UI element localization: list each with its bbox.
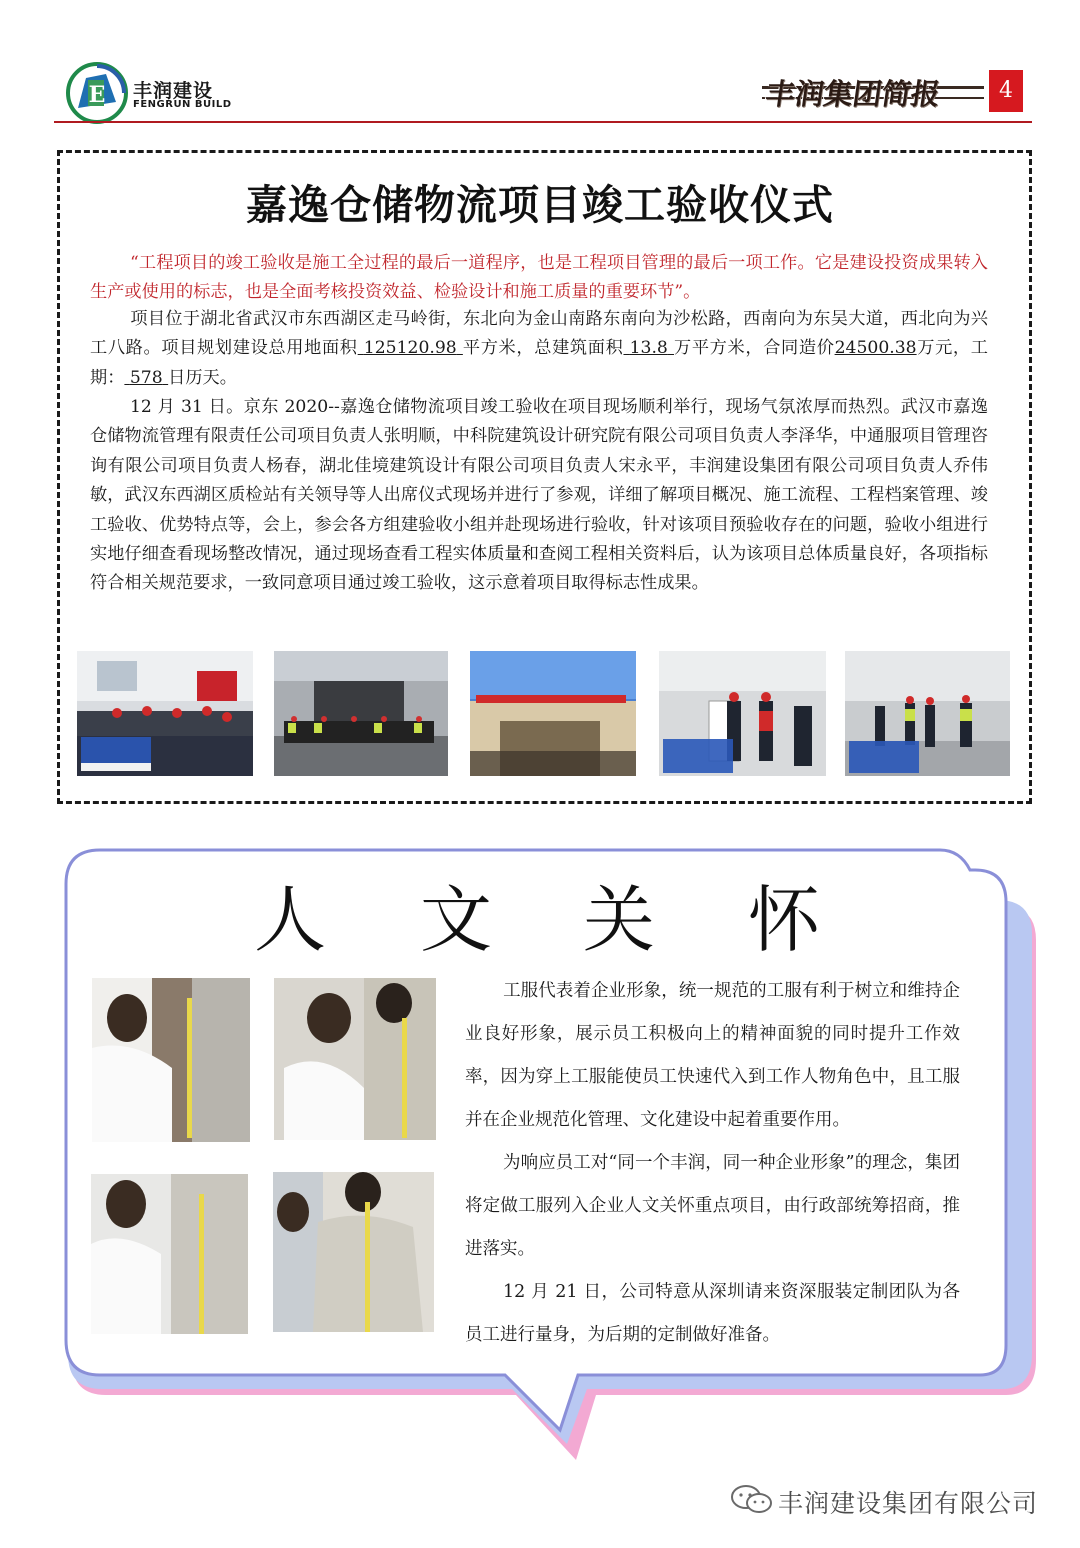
acceptance-section-title: 嘉逸仓储物流项目竣工验收仪式 (246, 181, 834, 229)
acceptance-quote: “工程项目的竣工验收是施工全过程的最后一道程序，也是工程项目管理的最后一项工作。它是建设投资成果转入生产或使用的标志，也是全面考核投资效益、检验设计和施工质量的重要环节”。 (90, 253, 988, 303)
logo-name: 丰润建设 (133, 80, 214, 102)
project-info-paragraph: 项目位于湖北省武汉市东西湖区走马岭街，东北向为金山南路东南向为沙松路，西南向为东吴大道，西北向为兴工八路。项目规划建设总用地面积 125120.98 平方米，总建筑面积 13.8 万平方米，合同造价24500.38万元，工期： 578 日历天。 (90, 309, 988, 388)
wechat-icon (730, 1483, 774, 1517)
care-title-char: 人 (254, 878, 327, 962)
bulletin-title: 丰润集团简报 (763, 77, 943, 111)
ceremony-photo-row (0, 651, 1080, 776)
meeting-room-photo (77, 651, 253, 776)
fitting-photo-1 (92, 978, 250, 1142)
site-inspection-photo (845, 651, 1010, 776)
care-title-char: 关 (583, 878, 656, 962)
care-title-char: 文 (420, 878, 493, 962)
page-header (0, 0, 1080, 130)
company-logo-icon (66, 62, 128, 124)
header-divider (54, 121, 1032, 123)
care-paragraph-1: 工服代表着企业形象，统一规范的工服有利于树立和维持企业良好形象，展示员工积极向上的精神面貌的同时提升工作效率，因为穿上工服能使员工快速代入到工作人物角色中，且工服并在企业规范化管理、文化建设中起着重要作用。 (465, 981, 960, 1130)
svg-text:E: E (88, 82, 106, 108)
page-number: 4 (989, 70, 1023, 112)
fitting-photo-3 (91, 1174, 248, 1334)
contract-price-value: 24500.38 (834, 338, 917, 359)
fitting-photo-4 (273, 1172, 434, 1332)
care-title-char: 怀 (748, 878, 821, 962)
fitting-photo-2 (274, 978, 436, 1140)
care-paragraph-3: 12 月 21 日，公司特意从深圳请来资深服装定制团队为各员工进行量身，为后期的定制做好准备。 (465, 1282, 960, 1345)
warehouse-inspection-photo (659, 651, 826, 776)
footer-watermark: 丰润建设集团有限公司 (778, 1489, 1039, 1518)
building-banner-photo (470, 651, 636, 776)
land-area-value: 125120.98 (363, 338, 457, 359)
group-photo-outdoor (274, 651, 448, 776)
ceremony-paragraph: 12 月 31 日。京东 2020--嘉逸仓储物流项目竣工验收在项目现场顺利举行，现场气氛浓厚而热烈。武汉市嘉逸仓储物流管理有限责任公司项目负责人张明顺，中科院建筑设计研究院有限公司项目负责人李泽华，中通服项目管理咨询有限公司项目负责人杨春，湖北佳境建筑设计有限公司项目负责人宋永平，丰润建设集团有限公司项目负责人乔伟敏，武汉东西湖区质检站有关领导等人出席仪式现场并进行了参观，详细了解项目概况、施工流程、工程档案管理、竣工验收、优势特点等，会上，参会各方组建验收小组并赴现场进行验收，针对该项目预验收存在的问题，验收小组进行实地仔细查看现场整改情况，通过现场查看工程实体质量和查阅工程相关资料后，认为该项目总体质量良好，各项指标符合相关规范要求，一致同意项目通过竣工验收，这示意着项目取得标志性成果。 (90, 397, 988, 594)
logo-subtitle: FENGRUN BUILD (133, 99, 232, 110)
building-area-value: 13.8 (629, 338, 668, 359)
care-paragraph-2: 为响应员工对“同一个丰润，同一种企业形象”的理念，集团将定做工服列入企业人文关怀重点项目，由行政部统筹招商，推进落实。 (465, 1153, 960, 1259)
duration-value: 578 (129, 367, 163, 388)
